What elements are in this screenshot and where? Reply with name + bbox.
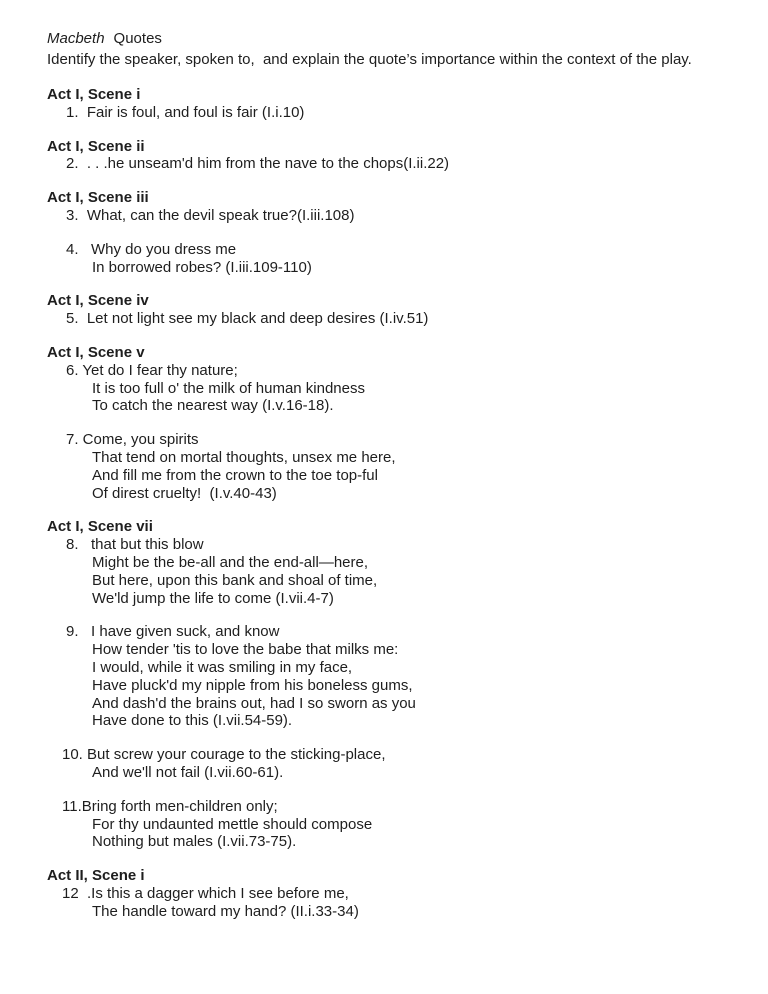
quote-line: But here, upon this bank and shoal of time, bbox=[92, 571, 378, 589]
quote-item bbox=[47, 241, 748, 277]
quote-line: And we'll not fail (I.vii.60-61). bbox=[92, 763, 284, 781]
quotes bbox=[47, 155, 748, 173]
act-scene-section bbox=[47, 344, 748, 502]
quote-first-line: 4. Why do you dress me bbox=[66, 240, 237, 258]
quote-line: Nothing but males (I.vii.73-75). bbox=[92, 833, 297, 851]
quote-first-line: 9. I have given suck, and know bbox=[66, 623, 280, 641]
act-scene-section bbox=[47, 189, 748, 276]
quotes-list bbox=[47, 86, 748, 920]
quote-line: Of direst cruelty! (I.v.40-43) bbox=[92, 484, 277, 502]
scene-heading: Act I, Scene iv bbox=[47, 292, 149, 310]
quote-item bbox=[47, 536, 748, 607]
quote-line: Might be the be-all and the end-all—here, bbox=[92, 553, 369, 571]
quotes bbox=[47, 310, 748, 328]
quote-first-line: 12 .Is this a dagger which I see before me, bbox=[62, 884, 349, 902]
scene-heading: Act I, Scene v bbox=[47, 343, 145, 361]
act-scene-section bbox=[47, 867, 748, 920]
quote-line: To catch the nearest way (I.v.16-18). bbox=[92, 397, 334, 415]
quote-item bbox=[47, 310, 748, 328]
quote-item bbox=[47, 207, 748, 225]
quote-line: It is too full o' the milk of human kindness bbox=[92, 379, 365, 397]
quote-first-line: 11.Bring forth men-children only; bbox=[62, 797, 278, 815]
quote-line: How tender 'tis to love the babe that milks me: bbox=[92, 641, 399, 659]
quote-item bbox=[47, 362, 748, 415]
quote-item bbox=[47, 798, 748, 851]
quote-item bbox=[47, 431, 748, 502]
quote-line: In borrowed robes? (I.iii.109-110) bbox=[92, 258, 312, 276]
quote-line: And fill me from the crown to the toe top-ful bbox=[92, 466, 378, 484]
quote-first-line: 10. But screw your courage to the sticking-place, bbox=[62, 746, 386, 764]
quote-first-line: 5. Let not light see my black and deep desires (I.iv.51) bbox=[66, 310, 429, 328]
quote-line: That tend on mortal thoughts, unsex me here, bbox=[92, 448, 396, 466]
quote-first-line: 2. . . .he unseam'd him from the nave to the chops(I.ii.22) bbox=[66, 155, 450, 173]
book-title: Macbeth bbox=[47, 30, 105, 47]
act-scene-section bbox=[47, 292, 748, 328]
quotes bbox=[47, 885, 748, 921]
quote-first-line: 8. that but this blow bbox=[66, 536, 204, 554]
quote-line: We'ld jump the life to come (I.vii.4-7) bbox=[92, 589, 334, 607]
quote-first-line: 6. Yet do I fear thy nature; bbox=[66, 361, 238, 379]
document-title bbox=[47, 28, 748, 49]
quote-first-line: 7. Come, you spirits bbox=[66, 431, 199, 449]
quote-line: For thy undaunted mettle should compose bbox=[92, 815, 373, 833]
document-header bbox=[47, 28, 748, 70]
quote-line: Have done to this (I.vii.54-59). bbox=[92, 712, 293, 730]
instructions-line: Identify the speaker, spoken to, and explain the quote’s importance within the context of the play. bbox=[47, 51, 692, 68]
quote-line: The handle toward my hand? (II.i.33-34) bbox=[92, 902, 359, 920]
quotes bbox=[47, 362, 748, 503]
quotes bbox=[47, 207, 748, 276]
title-label: Quotes bbox=[113, 30, 162, 47]
scene-heading: Act I, Scene vii bbox=[47, 518, 153, 536]
quote-item bbox=[47, 155, 748, 173]
quote-line: Have pluck'd my nipple from his boneless gums, bbox=[92, 676, 413, 694]
act-scene-section bbox=[47, 518, 748, 851]
quote-line: And dash'd the brains out, had I so sworn as you bbox=[92, 694, 416, 712]
scene-heading: Act II, Scene i bbox=[47, 867, 145, 885]
act-scene-section bbox=[47, 86, 748, 122]
quote-item bbox=[47, 623, 748, 730]
quote-item bbox=[47, 104, 748, 122]
scene-heading: Act I, Scene ii bbox=[47, 137, 145, 155]
quotes bbox=[47, 536, 748, 851]
scene-heading: Act I, Scene iii bbox=[47, 189, 149, 207]
quote-line: I would, while it was smiling in my face, bbox=[92, 658, 353, 676]
act-scene-section bbox=[47, 138, 748, 174]
quote-item bbox=[47, 885, 748, 921]
scene-heading: Act I, Scene i bbox=[47, 86, 141, 103]
quote-first-line: 3. What, can the devil speak true?(I.iii.108) bbox=[66, 206, 355, 224]
quote-first-line: 1. Fair is foul, and foul is fair (I.i.10) bbox=[66, 103, 305, 121]
quote-item bbox=[47, 746, 748, 782]
quotes bbox=[47, 104, 748, 122]
